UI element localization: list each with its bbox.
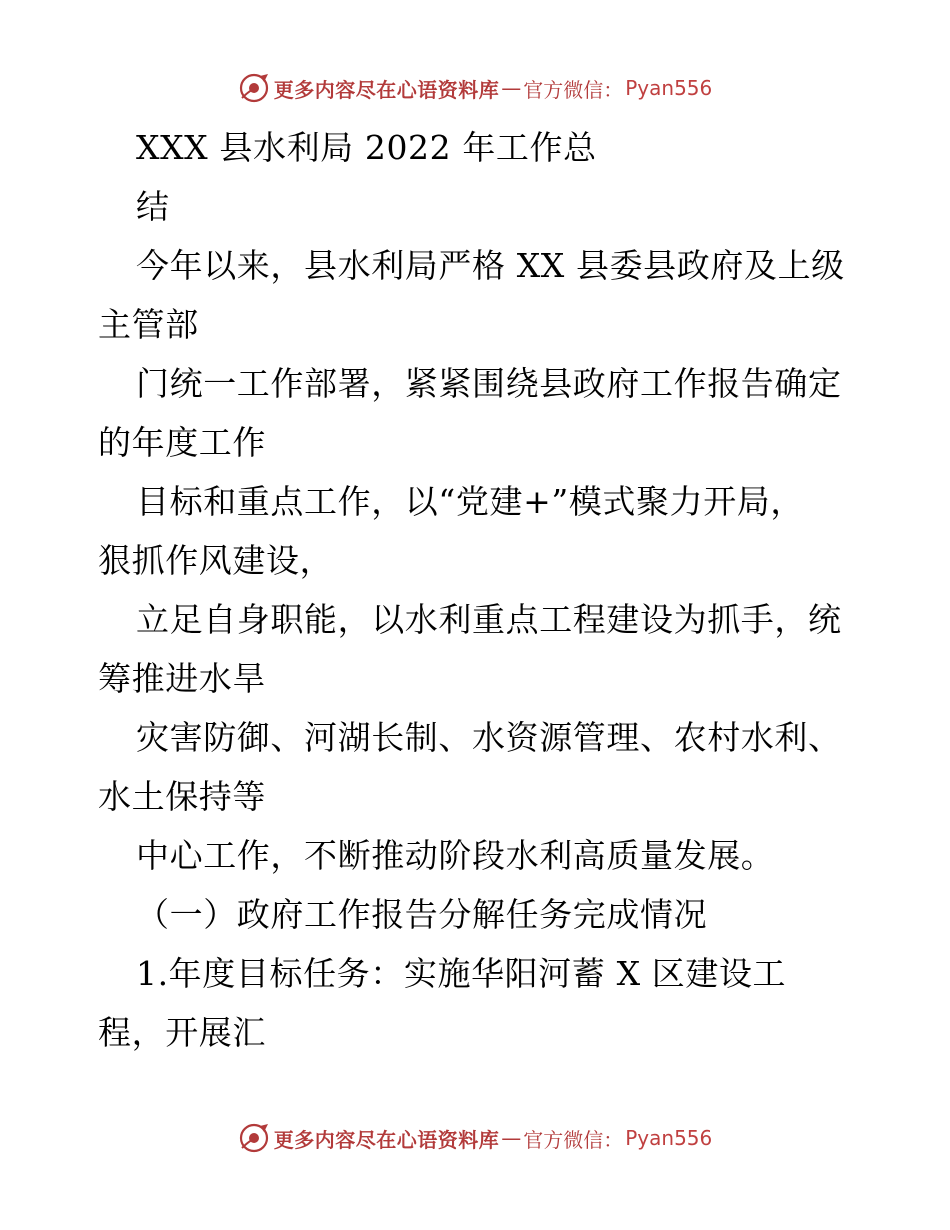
paragraph-line: 的年度工作 xyxy=(98,423,266,462)
watermark-separator: — xyxy=(501,76,522,100)
paragraph-line: 今年以来，县水利局严格 XX 县委县政府及上级 xyxy=(136,246,845,285)
watermark-wechat-id: Pyan556 xyxy=(625,1126,713,1150)
section-heading: （一）政府工作报告分解任务完成情况 xyxy=(136,895,708,934)
paragraph-line: 灾害防御、河湖长制、水资源管理、农村水利、 xyxy=(136,718,842,757)
doc-title-line-2: 结 xyxy=(136,187,170,226)
paragraph-line: 狠抓作风建设， xyxy=(98,541,334,580)
footer-watermark xyxy=(0,1122,950,1154)
paragraph-line: 立足自身职能，以水利重点工程建设为抓手，统 xyxy=(136,600,842,639)
paragraph-line: 主管部 xyxy=(98,305,199,344)
header-watermark xyxy=(0,72,950,104)
paragraph-line: 水土保持等 xyxy=(98,777,266,816)
feather-pen-circle-icon xyxy=(238,1122,270,1154)
watermark-separator: — xyxy=(501,1126,522,1150)
paragraph-line: 1.年度目标任务：实施华阳河蓄 X 区建设工 xyxy=(136,954,787,993)
paragraph-line: 门统一工作部署，紧紧围绕县政府工作报告确定 xyxy=(136,364,842,403)
paragraph-line: 程，开展汇 xyxy=(98,1013,266,1052)
paragraph-line: 目标和重点工作，以“党建+”模式聚力开局， xyxy=(136,482,804,521)
watermark-wechat-id: Pyan556 xyxy=(625,76,713,100)
watermark-site-text: 更多内容尽在心语资料库 xyxy=(273,77,500,102)
paragraph-line: 筹推进水旱 xyxy=(98,659,266,698)
watermark-site-text: 更多内容尽在心语资料库 xyxy=(273,1127,500,1152)
watermark-official-label: 官方微信： xyxy=(523,77,624,102)
doc-title-line-1: XXX 县水利局 2022 年工作总 xyxy=(136,128,597,167)
paragraph-line: 中心工作，不断推动阶段水利高质量发展。 xyxy=(136,836,775,875)
watermark-official-label: 官方微信： xyxy=(523,1127,624,1152)
document-body xyxy=(98,118,858,1062)
feather-pen-circle-icon xyxy=(238,72,270,104)
